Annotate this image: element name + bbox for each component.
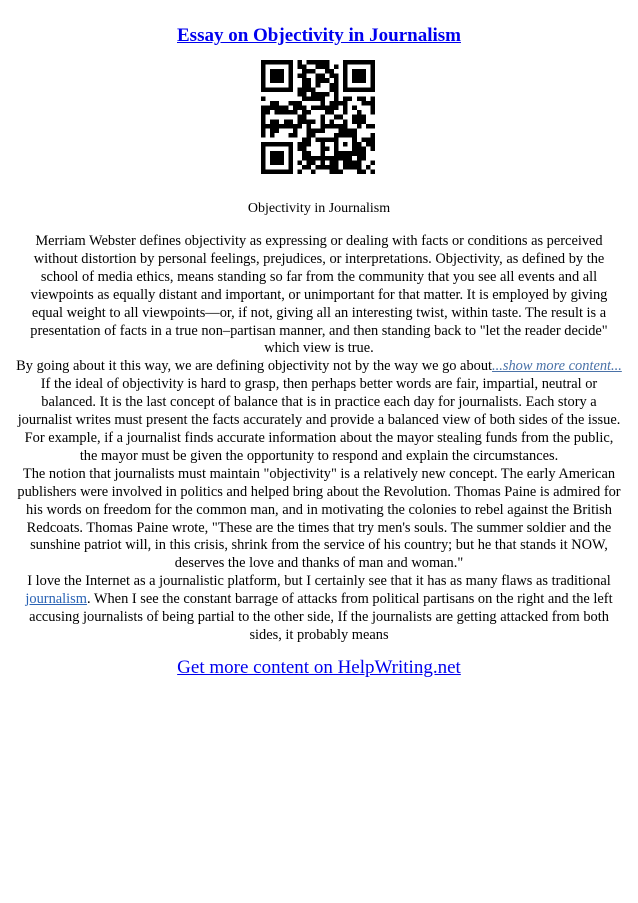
page-title[interactable]: Essay on Objectivity in Journalism (177, 25, 461, 46)
qr-code (261, 60, 375, 174)
paragraph-1: Merriam Webster defines objectivity as expressing or dealing with facts or conditions as perceived without distortion by personal feelings, prejudices, or interpretations. Objectivity, as defined by the school of media ethics, means standing so far from the community that you see all events and all viewpoints as equally distant and important, or unimportant for that matter. It is employed by giving equal weight to all viewpoints—or, if not, giving all an interesting twist, within taste. The result is a presentation of facts in a true non–partisan manner, and then standing back to "let the reader decide" which view is true. (30, 233, 608, 357)
paragraph-2-text: By going about it this way, we are defining objectivity not by the way we go about (16, 358, 493, 375)
paragraph-5-text-end: . When I see the constant barrage of attacks from political partisans on the right and the left accusing journalists of being partial to the other side, If the journalists are getting attacked from both sides, it probably means (29, 591, 613, 643)
qr-code-modules (261, 60, 375, 174)
paragraph-2 (16, 358, 622, 376)
journalism-link[interactable]: journalism (25, 591, 87, 608)
essay-body (16, 233, 622, 645)
essay-heading: Objectivity in Journalism (247, 201, 391, 216)
show-more-link[interactable]: ...show more content... (492, 358, 622, 375)
paragraph-5-text-start: I love the Internet as a journalistic platform, but I certainly see that it has as many flaws as traditional (27, 573, 611, 590)
paragraph-3: If the ideal of objectivity is hard to grasp, then perhaps better words are fair, impartial, neutral or balanced. It is the last concept of balance that is in practice each day for journalists. Each story a journalist writes must present the facts accurately and provide a balanced view of both sides of the issue. For example, if a journalist finds accurate information about the mayor stealing funds from the public, the mayor must be given the opportunity to respond and explain the circumstances. (17, 376, 621, 464)
get-more-content-link[interactable]: Get more content on HelpWriting.net (177, 657, 461, 678)
paragraph-5 (16, 573, 622, 645)
paragraph-4: The notion that journalists must maintain "objectivity" is a relatively new concept. The early American publishers were involved in politics and helped bring about the Revolution. Thomas Paine is admired for his words on freedom for the common man, and in motivating the colonies to rebel against the British Redcoats. Thomas Paine wrote, "These are the times that try men's souls. The summer soldier and the sunshine patriot will, in this crisis, shrink from the service of his country; but he that stands it NOW, deserves the love and thanks of man and woman." (17, 465, 621, 572)
